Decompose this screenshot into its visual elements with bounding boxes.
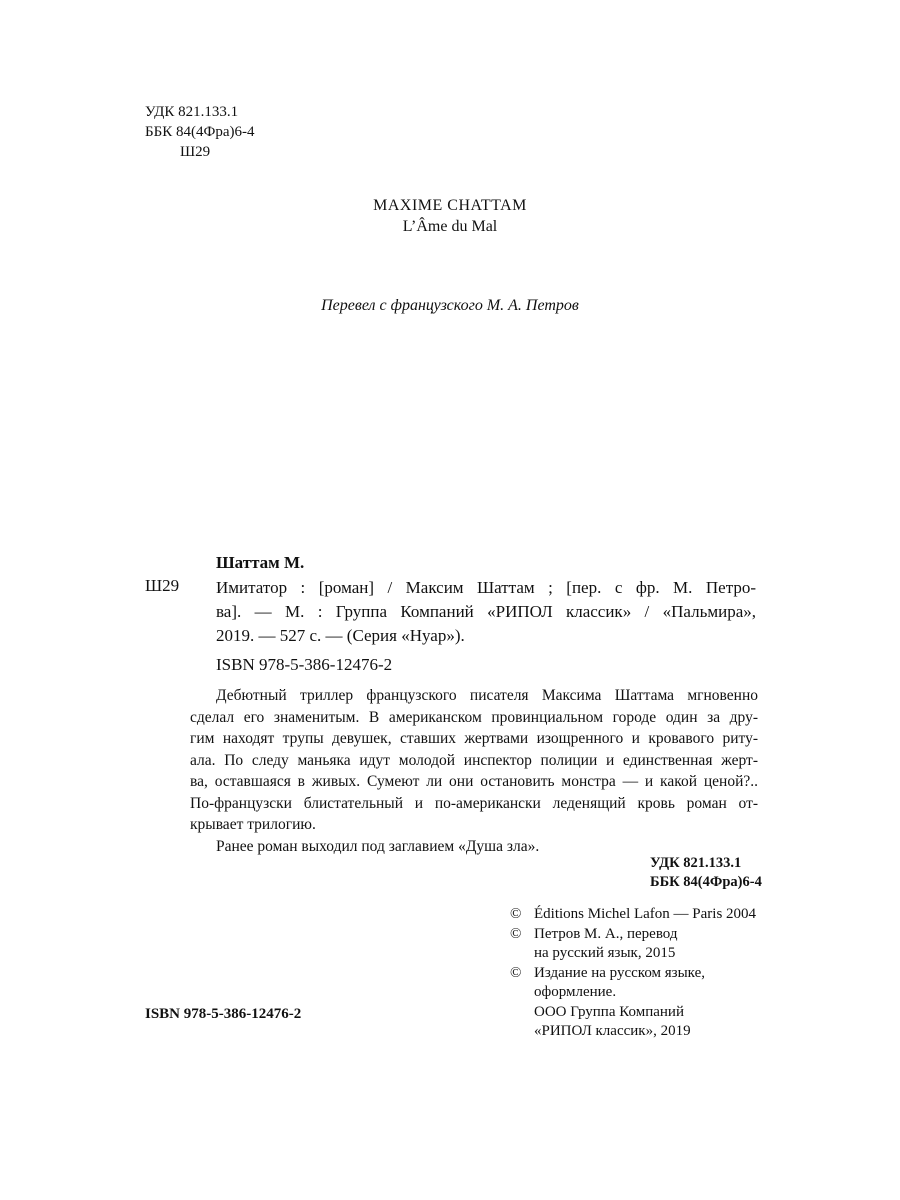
annotation-line: крывает трилогию. (190, 816, 316, 833)
annotation (190, 685, 758, 857)
isbn-bottom: ISBN 978-5-386-12476-2 (145, 1006, 302, 1022)
copyright-row (510, 1022, 756, 1042)
copyright-row (510, 1003, 756, 1023)
udk-code: УДК 821.133.1 (145, 104, 239, 120)
annotation-line: Дебютный триллер французского писателя Максима Шаттама мгновенно (216, 687, 758, 704)
original-author: MAXIME CHATTAM (373, 197, 527, 214)
biblio-line: ва]. — М. : Группа Компаний «РИПОЛ классик» / «Пальмира», (216, 602, 756, 621)
translator-note: Перевел с французского М. А. Петров (321, 297, 579, 314)
copyright-row (510, 964, 756, 984)
annotation-line: По-французски блистательный и по-американски леденящий кровь роман от- (190, 794, 758, 812)
biblio-line: 2019. — 527 с. — (Серия «Нуар»). (216, 626, 465, 645)
copyright-icon: © (510, 964, 522, 981)
copyright-text: Éditions Michel Lafon — Paris 2004 (534, 906, 757, 922)
copyright-row (510, 905, 756, 925)
copyright-text: «РИПОЛ классик», 2019 (534, 1023, 691, 1039)
copyright-block (510, 905, 756, 1042)
udk-right: УДК 821.133.1 (650, 855, 742, 871)
copyright-icon: © (510, 925, 522, 942)
copyright-row (510, 983, 756, 1003)
bibliographic-description (216, 576, 756, 648)
bibliographic-code: Ш29 (145, 576, 180, 595)
annotation-line: Ранее роман выходил под заглавием «Душа зла». (216, 837, 540, 855)
annotation-line: ала. По следу маньяка идут молодой инспектор полиции и единственная жерт- (190, 751, 758, 769)
annotation-line: сделал его знаменитым. В американском провинциальном городе один за дру- (190, 708, 758, 726)
copyright-icon: © (510, 906, 522, 922)
copyright-text: ООО Группа Компаний (534, 1003, 684, 1020)
annotation-line: гим находят трупы девушек, ставших жертвами изощренного и кровавого риту- (190, 730, 758, 747)
original-title: L’Âme du Mal (402, 218, 498, 235)
copyright-row (510, 925, 756, 945)
copyright-text: оформление. (534, 984, 617, 1000)
isbn-top: ISBN 978-5-386-12476-2 (216, 655, 393, 674)
annotation-line: ва, оставшаяся в живых. Сумеют ли они остановить монстра — и какой ценой?.. (190, 773, 758, 790)
copyright-text: на русский язык, 2015 (534, 945, 676, 961)
copyright-text: Петров М. А., перевод (534, 925, 678, 942)
author-code: Ш29 (180, 144, 211, 160)
bbk-right: ББК 84(4Фра)6-4 (650, 874, 762, 890)
author-heading: Шаттам М. (216, 553, 305, 572)
copyright-text: Издание на русском языке, (534, 964, 705, 981)
copyright-row (510, 944, 756, 964)
bbk-code: ББК 84(4Фра)6-4 (145, 124, 255, 140)
biblio-line: Имитатор : [роман] / Максим Шаттам ; [пер. с фр. М. Петро- (216, 578, 756, 597)
